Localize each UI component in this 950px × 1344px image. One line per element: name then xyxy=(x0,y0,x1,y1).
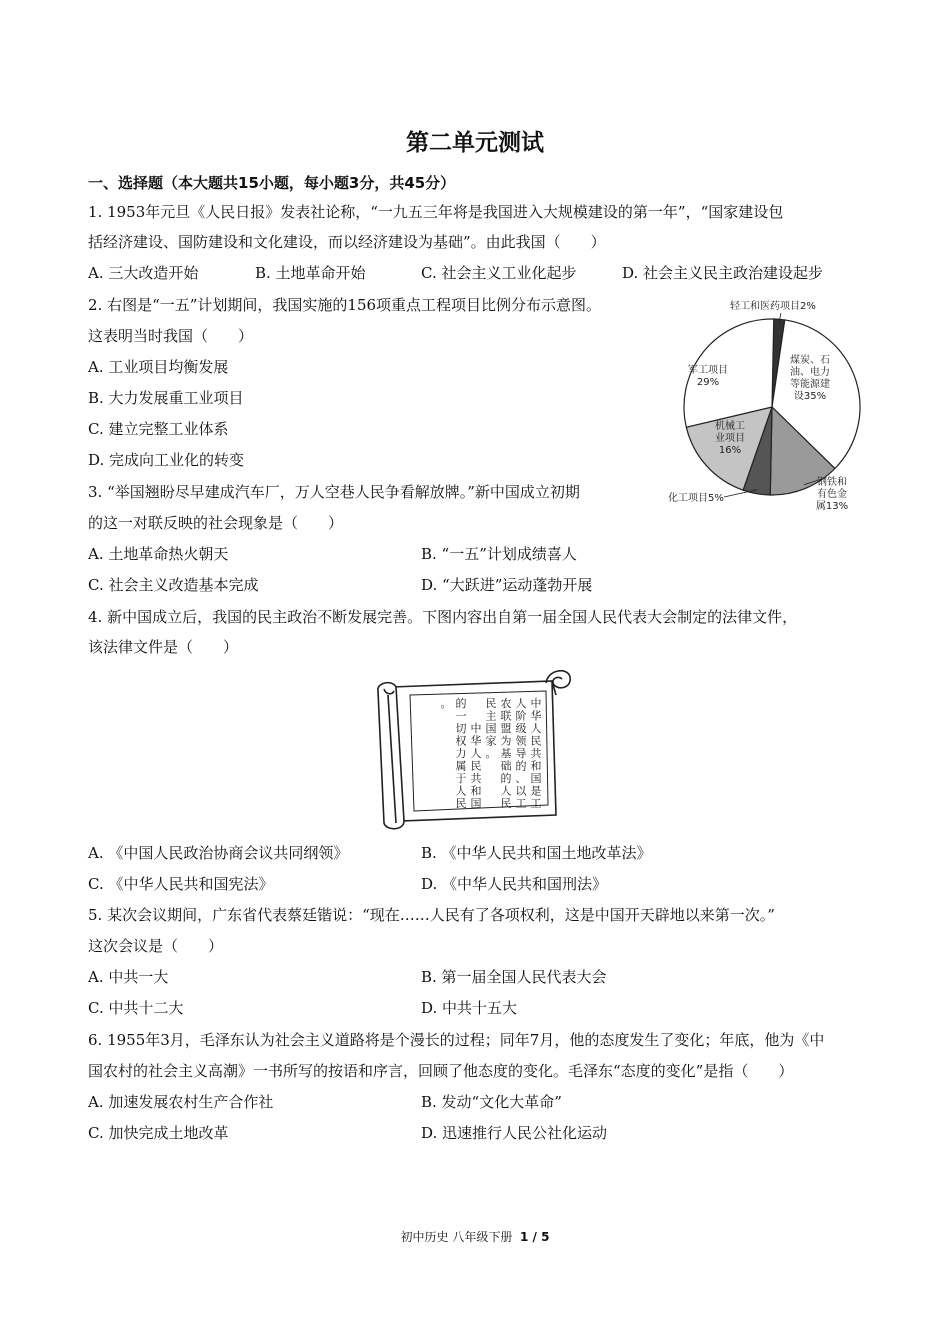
q1-option-d[interactable]: D. 社会主义民主政治建设起步 xyxy=(622,264,824,282)
q6-option-b[interactable]: B. 发动“文化大革命” xyxy=(421,1093,562,1111)
q3-option-d[interactable]: D. “大跃进”运动蓬勃开展 xyxy=(421,576,593,594)
q6-stem-line2: 国农村的社会主义高潮》一书所写的按语和序言，回顾了他态度的变化。毛泽东“态度的变化”是指（ ） xyxy=(88,1062,794,1080)
scroll-column-0: 中华人民共和国是工 xyxy=(530,697,542,810)
scroll-column-6: 。 xyxy=(440,697,452,710)
section-heading: 一、选择题（本大题共15小题，每小题3分，共45分） xyxy=(88,174,456,192)
q4-option-a[interactable]: A. 《中国人民政治协商会议共同纲领》 xyxy=(88,844,349,862)
pie-label-3: 化工项目5% xyxy=(668,493,724,504)
q3-stem-line2: 的这一对联反映的社会现象是（ ） xyxy=(88,514,344,532)
q1-option-b[interactable]: B. 土地革命开始 xyxy=(255,264,366,282)
pie-label-2: 钢铁和有色金属13% xyxy=(815,477,849,512)
scroll-column-5: 的一切权力属于人民 xyxy=(455,697,467,810)
q3-stem-line1: 3. “举国翘盼尽早建成汽车厂，万人空巷人民争看解放牌。”新中国成立初期 xyxy=(88,483,580,501)
q6-option-c[interactable]: C. 加快完成土地改革 xyxy=(88,1124,229,1142)
q2-option-b[interactable]: B. 大力发展重工业项目 xyxy=(88,389,244,407)
q1-option-a[interactable]: A. 三大改造开始 xyxy=(88,264,199,282)
q2-option-c[interactable]: C. 建立完整工业体系 xyxy=(88,420,229,438)
pie-label-5: 军工项目 29% xyxy=(688,365,728,388)
q3-option-b[interactable]: B. “一五”计划成绩喜人 xyxy=(421,545,577,563)
page-title: 第二单元测试 xyxy=(406,130,544,156)
pie-label-4: 机械工业项目 16% xyxy=(715,421,745,456)
pie-label-1: 煤炭、石油、电力等能源建设35% xyxy=(790,355,830,402)
q5-stem-line1: 5. 某次会议期间，广东省代表蔡廷锴说：“现在……人民有了各项权利，这是中国开天辟地以来第一次。” xyxy=(88,906,775,924)
scroll-column-3: 民主国家。 xyxy=(485,697,497,760)
q2-stem-line2: 这表明当时我国（ ） xyxy=(88,327,254,345)
q3-option-c[interactable]: C. 社会主义改造基本完成 xyxy=(88,576,259,594)
q6-option-a[interactable]: A. 加速发展农村生产合作社 xyxy=(88,1093,274,1111)
q2-stem-line1: 2. 右图是“一五”计划期间，我国实施的156项重点工程项目比例分布示意图。 xyxy=(88,296,602,314)
q5-stem-line2: 这次会议是（ ） xyxy=(88,937,224,955)
q1-stem-line1: 1. 1953年元旦《人民日报》发表社论称，“一九五三年将是我国进入大规模建设的第一年”，“国家建设包 xyxy=(88,203,784,221)
q5-option-d[interactable]: D. 中共十五大 xyxy=(421,999,518,1017)
q6-stem-line1: 6. 1955年3月，毛泽东认为社会主义道路将是个漫长的过程；同年7月，他的态度发生了变化；年底，他为《中 xyxy=(88,1031,825,1049)
q4-stem-line1: 4. 新中国成立后，我国的民主政治不断发展完善。下图内容出自第一届全国人民代表大会制定的法律文件， xyxy=(88,608,798,626)
q4-option-b[interactable]: B. 《中华人民共和国土地改革法》 xyxy=(421,844,652,862)
pie-label-0: 轻工和医药项目2% xyxy=(730,301,816,312)
q5-option-b[interactable]: B. 第一届全国人民代表大会 xyxy=(421,968,607,986)
q4-option-d[interactable]: D. 《中华人民共和国刑法》 xyxy=(421,875,608,893)
constitution-scroll-figure xyxy=(370,665,575,835)
q3-option-a[interactable]: A. 土地革命热火朝天 xyxy=(88,545,229,563)
q2-option-d[interactable]: D. 完成向工业化的转变 xyxy=(88,451,245,469)
page-footer xyxy=(0,1228,950,1245)
q5-option-c[interactable]: C. 中共十二大 xyxy=(88,999,184,1017)
scroll-column-2: 农联盟为基础的人民 xyxy=(500,697,512,810)
q6-option-d[interactable]: D. 迅速推行人民公社化运动 xyxy=(421,1124,608,1142)
q1-stem-line2: 括经济建设、国防建设和文化建设，而以经济建设为基础”。由此我国（ ） xyxy=(88,233,606,251)
q5-option-a[interactable]: A. 中共一大 xyxy=(88,968,169,986)
scroll-column-1: 人阶级领导的、以工 xyxy=(515,697,527,810)
footer-course: 初中历史 八年级下册 xyxy=(400,1230,513,1244)
q4-stem-line2: 该法律文件是（ ） xyxy=(88,638,239,656)
q2-option-a[interactable]: A. 工业项目均衡发展 xyxy=(88,358,229,376)
q4-option-c[interactable]: C. 《中华人民共和国宪法》 xyxy=(88,875,274,893)
project-distribution-pie-chart xyxy=(660,295,865,525)
page-number: 1 / 5 xyxy=(520,1230,550,1244)
q1-option-c[interactable]: C. 社会主义工业化起步 xyxy=(421,264,577,282)
scroll-column-4: 中华人民共和国 xyxy=(470,722,482,810)
